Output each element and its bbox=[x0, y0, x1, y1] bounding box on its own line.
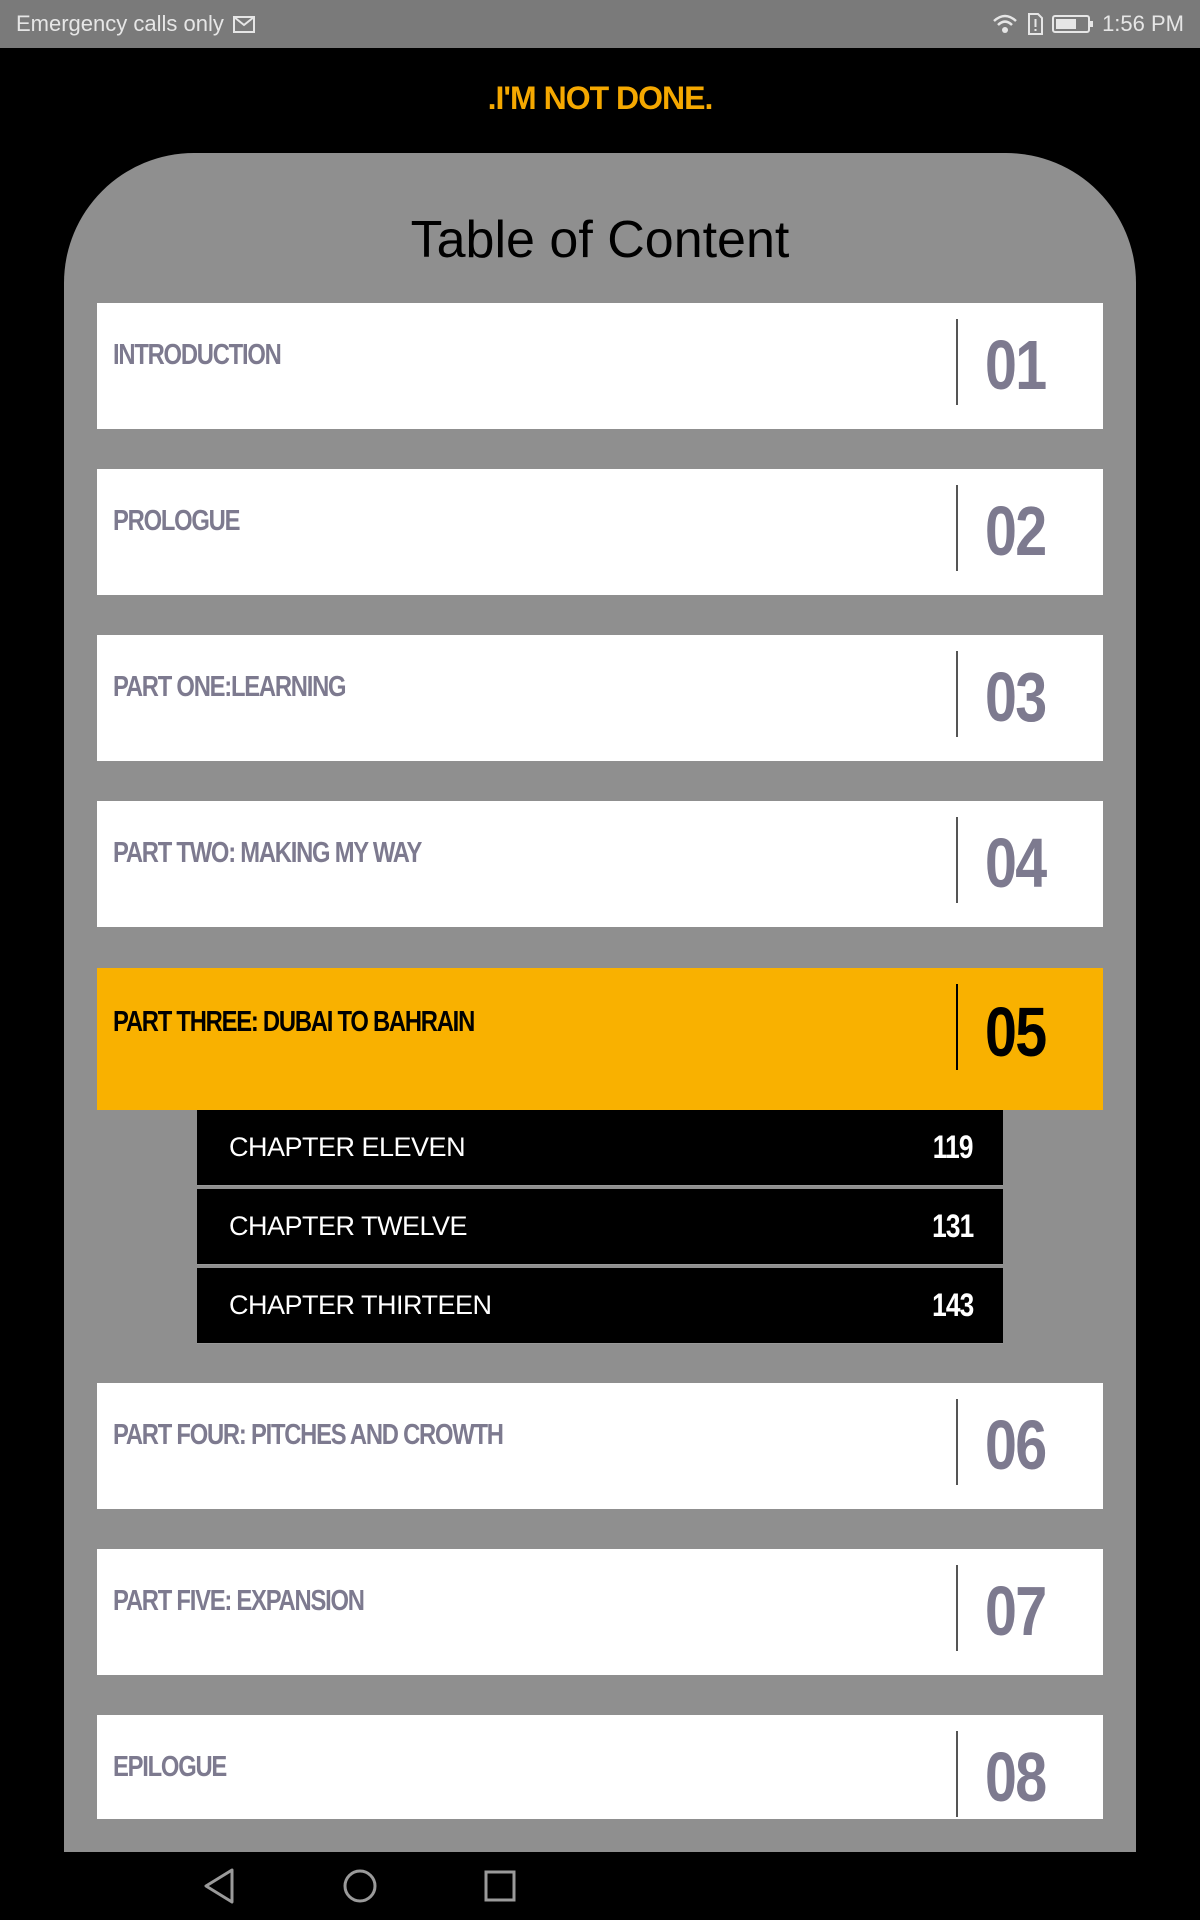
toc-item-label: PROLOGUE bbox=[113, 505, 240, 537]
chapter-item-twelve[interactable] bbox=[197, 1189, 1003, 1265]
app-title: .I'M NOT DONE. bbox=[487, 80, 713, 116]
toc-item-part-three[interactable] bbox=[97, 968, 1103, 1110]
toc-item-label: PART FOUR: PITCHES AND CROWTH bbox=[113, 1419, 503, 1451]
status-text: Emergency calls only bbox=[16, 11, 224, 36]
divider bbox=[956, 817, 958, 903]
toc-item-part-one[interactable] bbox=[97, 635, 1103, 761]
navigation-bar bbox=[0, 1852, 1200, 1920]
toc-item-introduction[interactable] bbox=[97, 303, 1103, 429]
toc-item-number: 04 bbox=[985, 824, 1046, 902]
chapter-label: CHAPTER ELEVEN bbox=[229, 1132, 466, 1162]
wifi-icon bbox=[992, 13, 1018, 35]
sim-alert-icon bbox=[1026, 13, 1044, 35]
message-icon bbox=[232, 14, 256, 34]
toc-item-number: 01 bbox=[985, 326, 1046, 404]
toc-item-number: 08 bbox=[985, 1738, 1046, 1816]
chapter-label: CHAPTER TWELVE bbox=[229, 1211, 468, 1241]
toc-panel bbox=[64, 153, 1136, 1853]
status-time: 1:56 PM bbox=[1102, 11, 1184, 36]
toc-item-part-two[interactable] bbox=[97, 801, 1103, 927]
divider bbox=[956, 319, 958, 405]
toc-item-label: EPILOGUE bbox=[113, 1751, 227, 1783]
chapter-page: 143 bbox=[931, 1287, 973, 1323]
chapter-page: 131 bbox=[931, 1208, 973, 1244]
toc-item-number: 03 bbox=[985, 658, 1046, 736]
toc-item-label: PART FIVE: EXPANSION bbox=[113, 1585, 364, 1617]
divider bbox=[956, 984, 958, 1070]
toc-item-label: PART ONE:LEARNING bbox=[113, 671, 346, 703]
back-icon[interactable] bbox=[198, 1864, 242, 1908]
chapter-item-thirteen[interactable] bbox=[197, 1268, 1003, 1344]
status-bar bbox=[0, 0, 1200, 48]
recents-icon[interactable] bbox=[478, 1864, 522, 1908]
battery-icon bbox=[1052, 13, 1094, 35]
toc-item-number: 05 bbox=[985, 993, 1046, 1071]
home-icon[interactable] bbox=[338, 1864, 382, 1908]
toc-item-part-four[interactable] bbox=[97, 1383, 1103, 1509]
divider bbox=[956, 651, 958, 737]
divider bbox=[956, 1731, 958, 1817]
toc-item-number: 06 bbox=[985, 1406, 1046, 1484]
toc-item-label: INTRODUCTION bbox=[113, 339, 281, 371]
toc-item-part-five[interactable] bbox=[97, 1549, 1103, 1675]
chapter-item-eleven[interactable] bbox=[197, 1110, 1003, 1186]
toc-item-epilogue[interactable] bbox=[97, 1715, 1103, 1819]
chapter-label: CHAPTER THIRTEEN bbox=[229, 1290, 492, 1320]
toc-item-label: PART TWO: MAKING MY WAY bbox=[113, 837, 422, 869]
chapter-list bbox=[197, 1110, 1003, 1347]
toc-heading: Table of Content bbox=[410, 211, 790, 269]
toc-item-number: 07 bbox=[985, 1572, 1046, 1650]
divider bbox=[956, 1399, 958, 1485]
toc-item-prologue[interactable] bbox=[97, 469, 1103, 595]
chapter-page: 119 bbox=[933, 1129, 973, 1165]
toc-item-number: 02 bbox=[985, 492, 1046, 570]
divider bbox=[956, 1565, 958, 1651]
toc-item-label: PART THREE: DUBAI TO BAHRAIN bbox=[113, 1006, 475, 1038]
divider bbox=[956, 485, 958, 571]
